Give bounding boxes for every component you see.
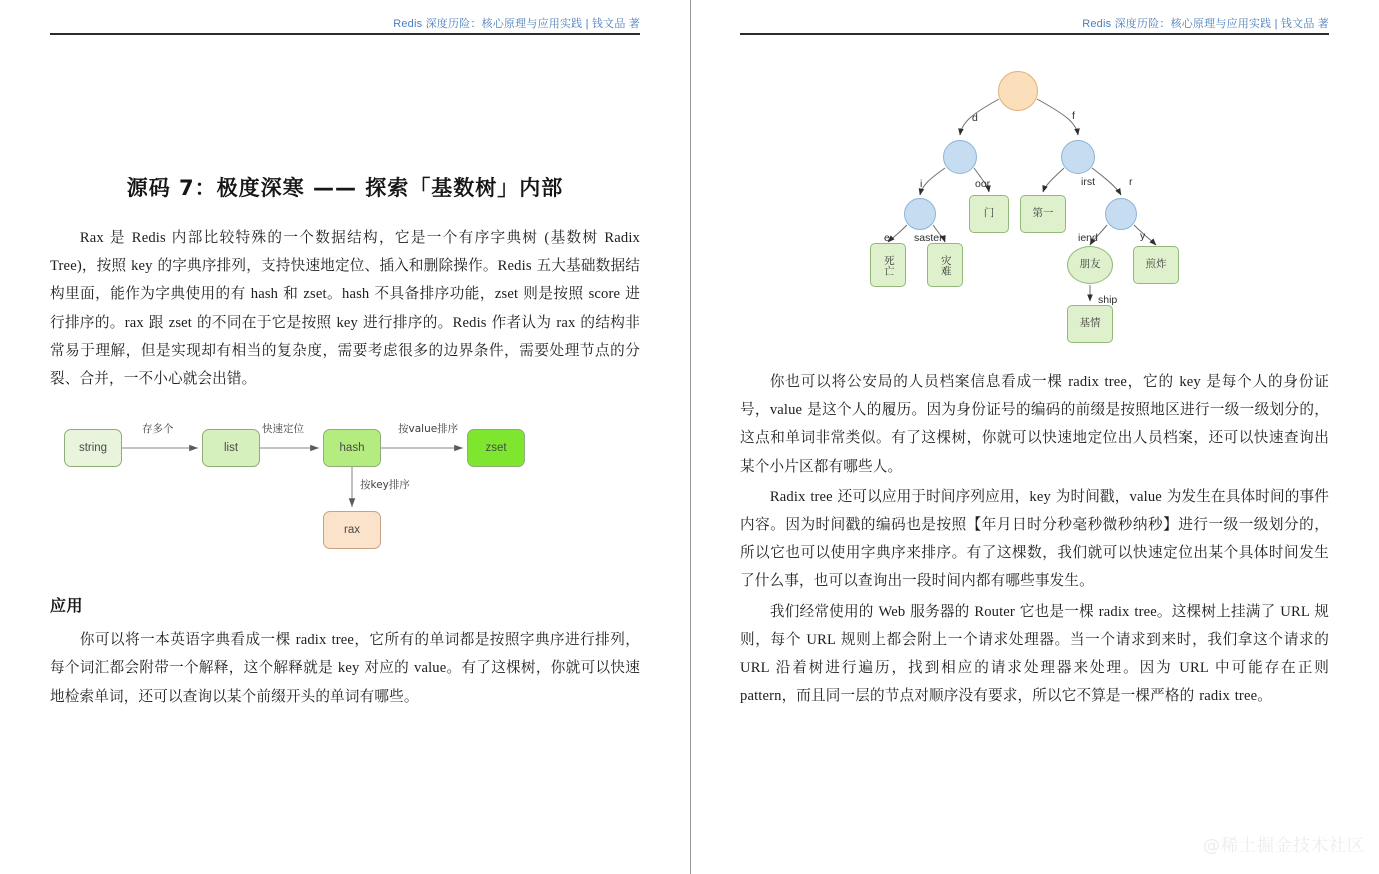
flow-node-hash — [323, 429, 381, 467]
chapter-title: 源码 7：极度深寒 —— 探索「基数树」内部 — [126, 176, 564, 200]
flow-edge-label-sort-by-value: 按value排序 — [398, 423, 459, 436]
tree-edge-label-saster: saster — [914, 232, 943, 244]
tree-node-f — [1061, 140, 1095, 174]
header-rule — [50, 33, 640, 35]
tree-edge-label-ship: ship — [1098, 294, 1118, 306]
header-title: Redis 深度历险：核心原理与应用实践 | 钱文品 著 — [1082, 18, 1329, 30]
tree-edge-label-y: y — [1140, 230, 1146, 242]
tree-edge-label-f: f — [1072, 110, 1075, 122]
flow-node-label: string — [78, 442, 108, 455]
tree-node-root — [998, 71, 1038, 111]
intro-paragraph: Rax 是 Redis 内部比较特殊的一个数据结构，它是一个有序字典树 (基数树 Radix Tree)，按照 key 的字典序排列，支持快速地定位、插入和删除操作。Redis 五大基础数据结构里面，能作为字典使用的有 hash 和 zset。hash 不具备排序功能，zset 则是按照 score 进行排序的。rax 跟 zset 的不同在于它是按照 key 进行排序的。Redis 作者认为 rax 的结构非常易于理解，但是实现却有相当的复杂度，需要考虑很多的边界条件，需要处理节点的分裂、合并，一不小心就会出错。 — [50, 230, 640, 388]
tree-node-label: 死亡 — [882, 254, 895, 276]
right-page — [690, 0, 1379, 874]
header-title: Redis 深度历险：核心原理与应用实践 | 钱文品 著 — [393, 18, 640, 30]
tree-node-label: 第一 — [1032, 207, 1054, 220]
tree-leaf-disaster — [927, 243, 963, 287]
watermark: @稀土掘金技术社区 — [1203, 836, 1365, 856]
tree-node-label: 煎炸 — [1145, 258, 1167, 271]
flow-node-string — [64, 429, 122, 467]
flow-edge-label-store-many: 存多个 — [142, 423, 174, 436]
tree-node-fr — [1105, 198, 1137, 230]
paragraph-web-router: 我们经常使用的 Web 服务器的 Router 它也是一棵 radix tree。这棵树上挂满了 URL 规则，每个 URL 规则上都会附上一个请求处理器。当一个请求到来时，我们拿这个请求的 URL 沿着树进行遍历，找到相应的请求处理器来处理。因为 URL 中可能存在正则 pattern，而且同一层的节点对顺序没有要求，所以它不算是一棵严格的 radix tree。 — [740, 603, 1329, 705]
tree-node-label: 门 — [983, 207, 995, 220]
paragraph-time-series: Radix tree 还可以应用于时间序列应用，key 为时间戳，value 为发生在具体时间的事件内容。因为时间戳的编码也是按照【年月日时分秒毫秒微秒纳秒】进行一级一级划分的，所以它也可以使用字典序来排序。有了这棵数，我们就可以快速定位出某个具体时间发生了什么事，也可以查询出一段时间内都有哪些事发生。 — [740, 488, 1329, 590]
radix-tree-diagram — [740, 66, 1329, 348]
flow-node-label: zset — [485, 442, 507, 455]
tree-leaf-bromance — [1067, 305, 1113, 343]
page-header-right — [740, 0, 1329, 44]
tree-edge-label-r: r — [1129, 176, 1133, 188]
paragraph-police-archive: 你也可以将公安局的人员档案信息看成一棵 radix tree，它的 key 是每个人的身份证号，value 是这个人的履历。因为身份证号的编码的前缀是按照地区进行一级一级划分的，这点和单词非常类似。有了这棵树，你就可以快速地定位出人员档案，还可以快速查询出某个小片区都有哪些人。 — [740, 374, 1329, 475]
section-title-application: 应用 — [50, 596, 84, 616]
flow-node-rax — [323, 511, 381, 549]
flow-node-label: list — [223, 442, 239, 455]
flow-node-label: rax — [344, 524, 360, 537]
application-paragraph: 你可以将一本英语字典看成一棵 radix tree，它所有的单词都是按照字典序进行排列，每个词汇都会附带一个解释，这个解释就是 key 对应的 value。有了这棵树，你就可以快速地检索单词，还可以查询以某个前缀开头的单词有哪些。 — [50, 632, 640, 705]
flow-node-label: hash — [339, 442, 365, 455]
tree-node-friend — [1067, 246, 1113, 284]
flow-edge-label-fast-locate: 快速定位 — [262, 423, 304, 436]
flow-node-list — [202, 429, 260, 467]
tree-edge-label-iend: iend — [1078, 232, 1098, 244]
tree-node-di — [904, 198, 936, 230]
tree-node-d — [943, 140, 977, 174]
page-header-left — [50, 0, 640, 44]
flow-node-zset — [467, 429, 525, 467]
tree-edge-label-oor: oor — [975, 178, 991, 190]
tree-leaf-first — [1020, 195, 1066, 233]
tree-edge-label-i: i — [920, 178, 923, 190]
tree-leaf-death — [870, 243, 906, 287]
tree-edge-label-irst: irst — [1081, 176, 1095, 188]
tree-node-label: 基情 — [1079, 317, 1101, 330]
tree-edge-label-e: e — [884, 232, 890, 244]
flow-edge-label-sort-by-key: 按key排序 — [360, 479, 410, 492]
tree-edge-label-d: d — [972, 112, 978, 124]
tree-leaf-door — [969, 195, 1009, 233]
tree-node-label: 灾难 — [939, 254, 952, 276]
header-rule — [740, 33, 1329, 35]
data-structure-flow-diagram — [50, 415, 640, 567]
tree-leaf-fry — [1133, 246, 1179, 284]
tree-node-label: 朋友 — [1079, 258, 1101, 271]
